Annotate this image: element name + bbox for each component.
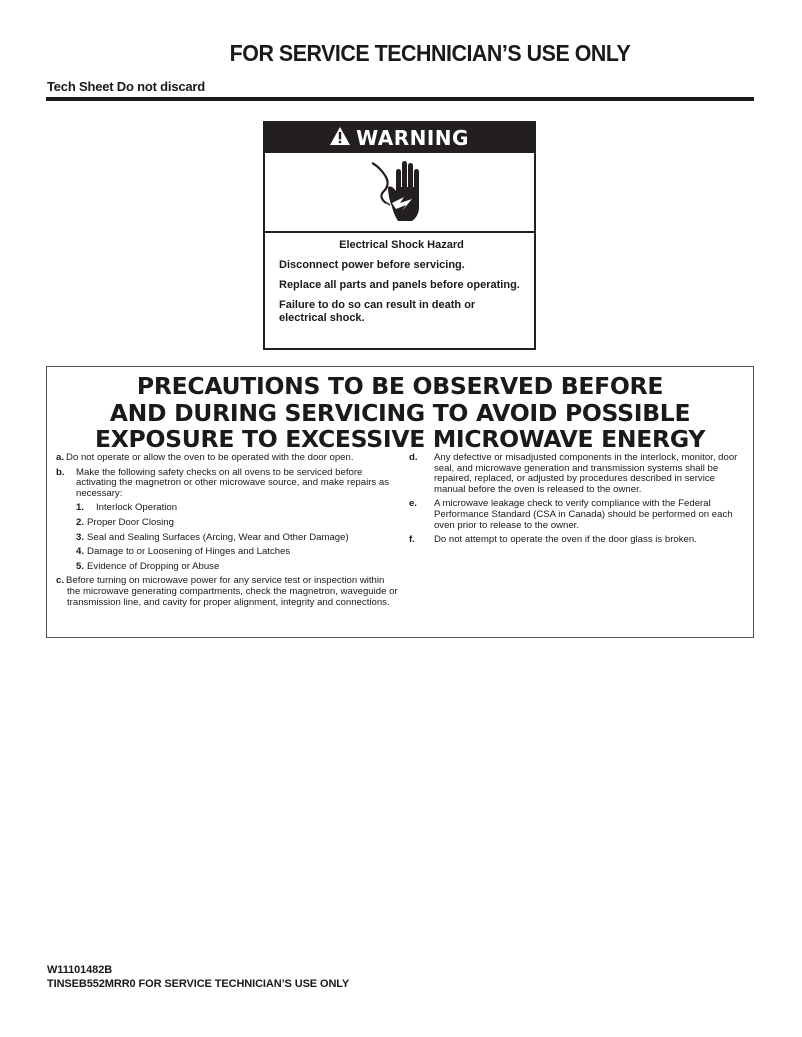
warning-header: [265, 123, 534, 153]
precaution-item-c: c. Before turning on microwave power for any service test or inspection within the microwave generating compartments, check the magnetron, waveguide or transmission line, and cavity for proper alignment, integrity and connections.: [56, 575, 398, 608]
part-number: W11101482B: [47, 964, 113, 976]
warning-heading: WARNING: [356, 126, 469, 150]
check-item: 1. Interlock Operation: [76, 502, 178, 514]
precaution-item-e: e. A microwave leakage check to verify compliance with the Federal Performance Standard (CSA in Canada) should be performed on each oven prior to release to the owner.: [408, 498, 733, 531]
precaution-item-b: b. Make the following safety checks on all ovens to be serviced before activating the magnetron or other microwave source, and make repairs as necessary:: [56, 466, 390, 499]
header-rule: [46, 97, 754, 101]
right-column: [409, 453, 747, 612]
pictogram-area: [265, 153, 534, 233]
check-item: 3. Seal and Sealing Surfaces (Arcing, Wear and Other Damage): [76, 531, 349, 543]
precautions-box: [46, 366, 754, 638]
precaution-item-f: f. Do not attempt to operate the oven if the door glass is broken.: [408, 534, 697, 546]
warning-line: Replace all parts and panels before operating.: [279, 279, 520, 291]
electrical-shock-hand-icon: [370, 157, 430, 228]
warning-box: [263, 121, 536, 350]
check-item: 2. Proper Door Closing: [76, 516, 174, 528]
precautions-columns: [56, 453, 747, 612]
page-title: FOR SERVICE TECHNICIAN’S USE ONLY: [229, 40, 631, 66]
precaution-item-d: d. Any defective or misadjusted components in the interlock, monitor, door seal, and microwave generation and transmission systems shall be repaired, replaced, or adjusted by procedures described in service manual before the oven is released to the owner.: [408, 452, 738, 495]
warning-text: [265, 233, 534, 325]
warning-line: Disconnect power before servicing.: [279, 259, 465, 271]
warning-triangle-icon: [330, 123, 350, 153]
check-item: 5. Evidence of Dropping or Abuse: [76, 560, 220, 572]
hazard-title: Electrical Shock Hazard: [339, 239, 464, 251]
warning-line: Failure to do so can result in death or electrical shock.: [279, 299, 476, 324]
left-column: [56, 453, 399, 612]
check-item: 4. Damage to or Loosening of Hinges and Latches: [76, 546, 291, 558]
precaution-item-a: a. Do not operate or allow the oven to be operated with the door open.: [56, 452, 354, 463]
precautions-title: PRECAUTIONS TO BE OBSERVED BEFORE AND DURING SERVICING TO AVOID POSSIBLE EXPOSURE TO EXCESSIVE MICROWAVE ENERGY: [94, 372, 706, 453]
doc-line: TINSEB552MRR0 FOR SERVICE TECHNICIAN’S USE ONLY: [47, 978, 350, 990]
tech-sheet-subhead: Tech Sheet Do not discard: [47, 79, 206, 94]
footer: [47, 963, 349, 991]
